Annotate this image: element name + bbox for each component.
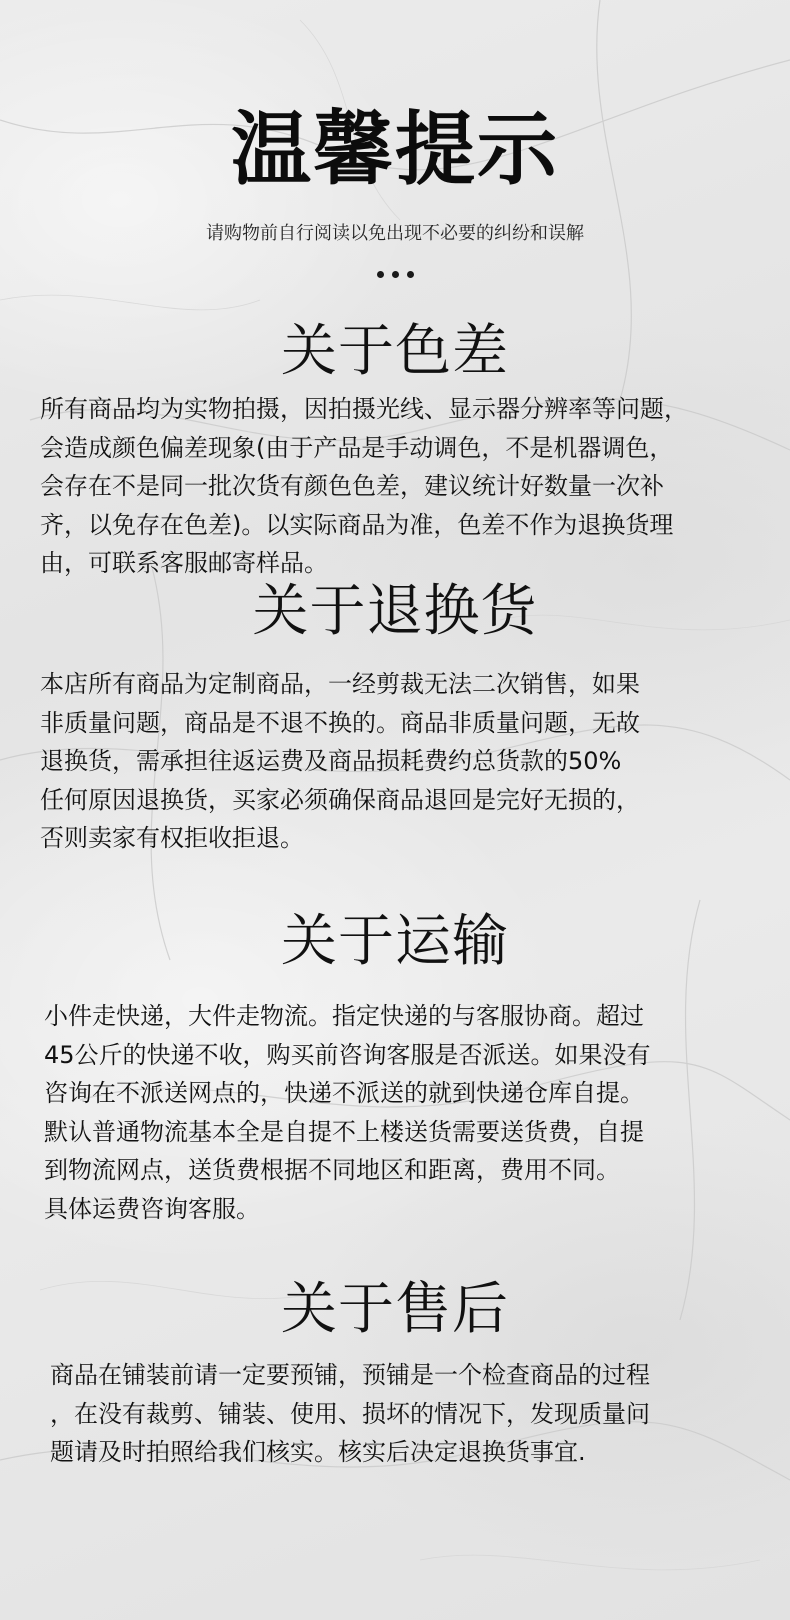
section-title-shipping: 关于运输 <box>281 909 509 974</box>
body-line: 所有商品均为实物拍摄，因拍摄光线、显示器分辨率等问题， <box>40 395 688 423</box>
page-subtitle: 请购物前自行阅读以免出现不必要的纠纷和误解 <box>206 223 584 244</box>
body-line: 由，可联系客服邮寄样品。 <box>40 549 328 577</box>
section-body-returns <box>40 665 640 858</box>
body-line: ，在没有裁剪、铺装、使用、损坏的情况下，发现质量问 <box>50 1399 650 1428</box>
section-body-after-sales <box>50 1356 650 1472</box>
body-line: 任何原因退换货，买家必须确保商品退回是完好无损的， <box>40 785 640 814</box>
dot-icon <box>407 271 414 278</box>
body-line: 题请及时拍照给我们核实。核实后决定退换货事宜. <box>50 1438 586 1466</box>
section-title-returns: 关于退换货 <box>252 579 538 644</box>
body-line: 默认普通物流基本全是自提不上楼送货需要送货费，自提 <box>44 1117 644 1146</box>
body-line: 本店所有商品为定制商品，一经剪裁无法二次销售，如果 <box>40 670 640 698</box>
ellipsis-divider <box>0 263 790 282</box>
page-title: 温馨提示 <box>231 103 559 196</box>
body-line: 45公斤的快递不收，购买前咨询客服是否派送。如果没有 <box>44 1040 651 1069</box>
section-body-shipping <box>44 997 651 1228</box>
body-line: 到物流网点，送货费根据不同地区和距离，费用不同。 <box>44 1156 620 1184</box>
dot-icon <box>392 271 399 278</box>
body-line: 小件走快递，大件走物流。指定快递的与客服协商。超过 <box>44 1002 644 1030</box>
body-line: 会存在不是同一批次货有颜色色差，建议统计好数量一次补 <box>40 472 664 500</box>
body-line: 商品在铺装前请一定要预铺，预铺是一个检查商品的过程 <box>50 1361 650 1389</box>
section-body-color-difference <box>40 390 688 583</box>
section-title-color-difference: 关于色差 <box>281 319 509 384</box>
body-line: 咨询在不派送网点的，快递不派送的就到快递仓库自提。 <box>44 1079 644 1107</box>
dot-icon <box>377 271 384 278</box>
body-line: 齐，以免存在色差)。以实际商品为准，色差不作为退换货理 <box>40 510 674 539</box>
body-line: 退换货，需承担往返运费及商品损耗费约总货款的50% <box>40 747 622 775</box>
body-line: 否则卖家有权拒收拒退。 <box>40 824 304 852</box>
body-line: 非质量问题，商品是不退不换的。商品非质量问题，无故 <box>40 708 640 737</box>
body-line: 具体运费咨询客服。 <box>44 1194 260 1223</box>
section-title-after-sales: 关于售后 <box>281 1277 509 1342</box>
body-line: 会造成颜色偏差现象(由于产品是手动调色，不是机器调色， <box>40 433 674 462</box>
